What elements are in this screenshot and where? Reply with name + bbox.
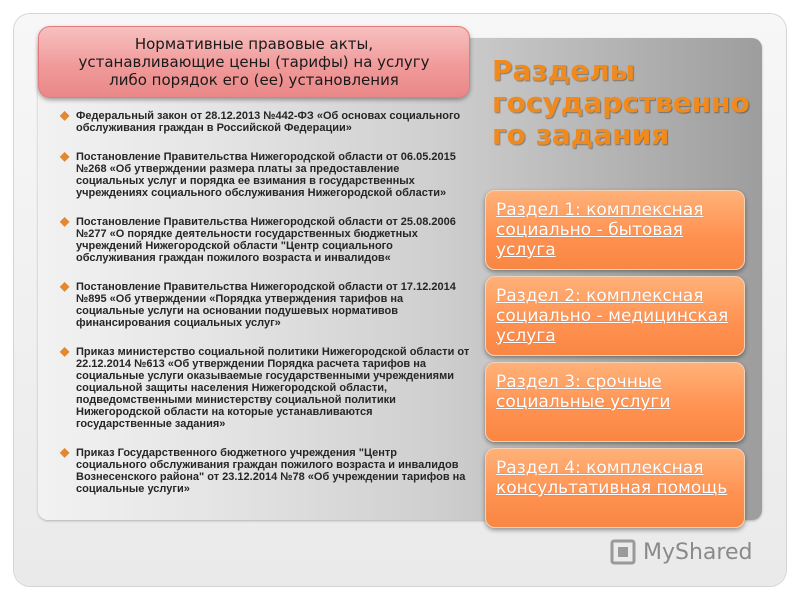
- bullet-icon: ◆: [60, 279, 70, 293]
- list-item: [60, 216, 470, 264]
- section-card-4[interactable]: [485, 448, 745, 528]
- bullet-icon: ◆: [60, 214, 70, 228]
- watermark: [608, 537, 778, 567]
- list-item: [60, 281, 470, 329]
- list-item: [60, 346, 470, 430]
- section-card-1[interactable]: [485, 190, 745, 270]
- document-text: Постановление Правительства Нижегородской области от 25.08.2006 №277 «О порядке деятельности государственных бюджетных учреждений Нижегородской области "Центр социального обслуживания граждан пожилого возраста и инвалидов«: [76, 216, 456, 264]
- document-text: Федеральный закон от 28.12.2013 №442-ФЗ «Об основах социального обслуживания граждан в Российской Федерации»: [76, 110, 461, 134]
- section-link-3[interactable]: Раздел 3: срочные социальные услуги: [496, 372, 671, 412]
- document-text: Постановление Правительства Нижегородской области от 06.05.2015 №268 «Об утверждении размера платы за предоставление социальных услуг и порядка ее взимания в государственных учреждениях социального обслуживания Нижегородской области»: [76, 151, 456, 199]
- section-card-2[interactable]: [485, 276, 745, 356]
- acts-header: [38, 26, 470, 98]
- section-link-4[interactable]: Раздел 4: комплексная консультативная помощь: [496, 458, 728, 498]
- document-text: Приказ Государственного бюджетного учреждения "Центр социального обслуживания граждан пожилого возраста и инвалидов Вознесенского района" от 23.12.2014 №78 «Об учреждении тарифов на социальные услуги»: [76, 447, 466, 495]
- document-text: Постановление Правительства Нижегородской области от 17.12.2014 №895 «Об утверждении «Порядка утверждения тарифов на социальные услуги на основании подушевых нормативов финансирования социальных услуг»: [76, 281, 456, 329]
- bullet-icon: ◆: [60, 108, 70, 122]
- list-item: [60, 110, 470, 134]
- documents-list: [60, 110, 470, 512]
- sections-title: Разделы государственно го задания: [492, 54, 750, 151]
- section-link-1[interactable]: Раздел 1: комплексная социально - бытовая услуга: [496, 200, 704, 260]
- bullet-icon: ◆: [60, 445, 70, 459]
- bullet-icon: ◆: [60, 344, 70, 358]
- watermark-text: MyShared: [643, 539, 753, 565]
- section-link-2[interactable]: Раздел 2: комплексная социально - медицинская услуга: [496, 286, 729, 346]
- list-item: [60, 447, 470, 495]
- section-card-3[interactable]: [485, 362, 745, 442]
- acts-header-text: Нормативные правовые акты, устанавливающие цены (тарифы) на услугу либо порядок его (ее) установления: [78, 35, 430, 89]
- myshared-logo-icon: [608, 538, 638, 566]
- bullet-icon: ◆: [60, 149, 70, 163]
- list-item: [60, 151, 470, 199]
- document-text: Приказ министерство социальной политики Нижегородской области от 22.12.2014 №613 «Об утверждении Порядка расчета тарифов на социальные услуги оказываемые государственными учреждениями социальной защиты населения Нижегородской области, подведомственными министерству социальной политики Нижегородской области на которые устанавливаются государственные задания»: [76, 346, 470, 430]
